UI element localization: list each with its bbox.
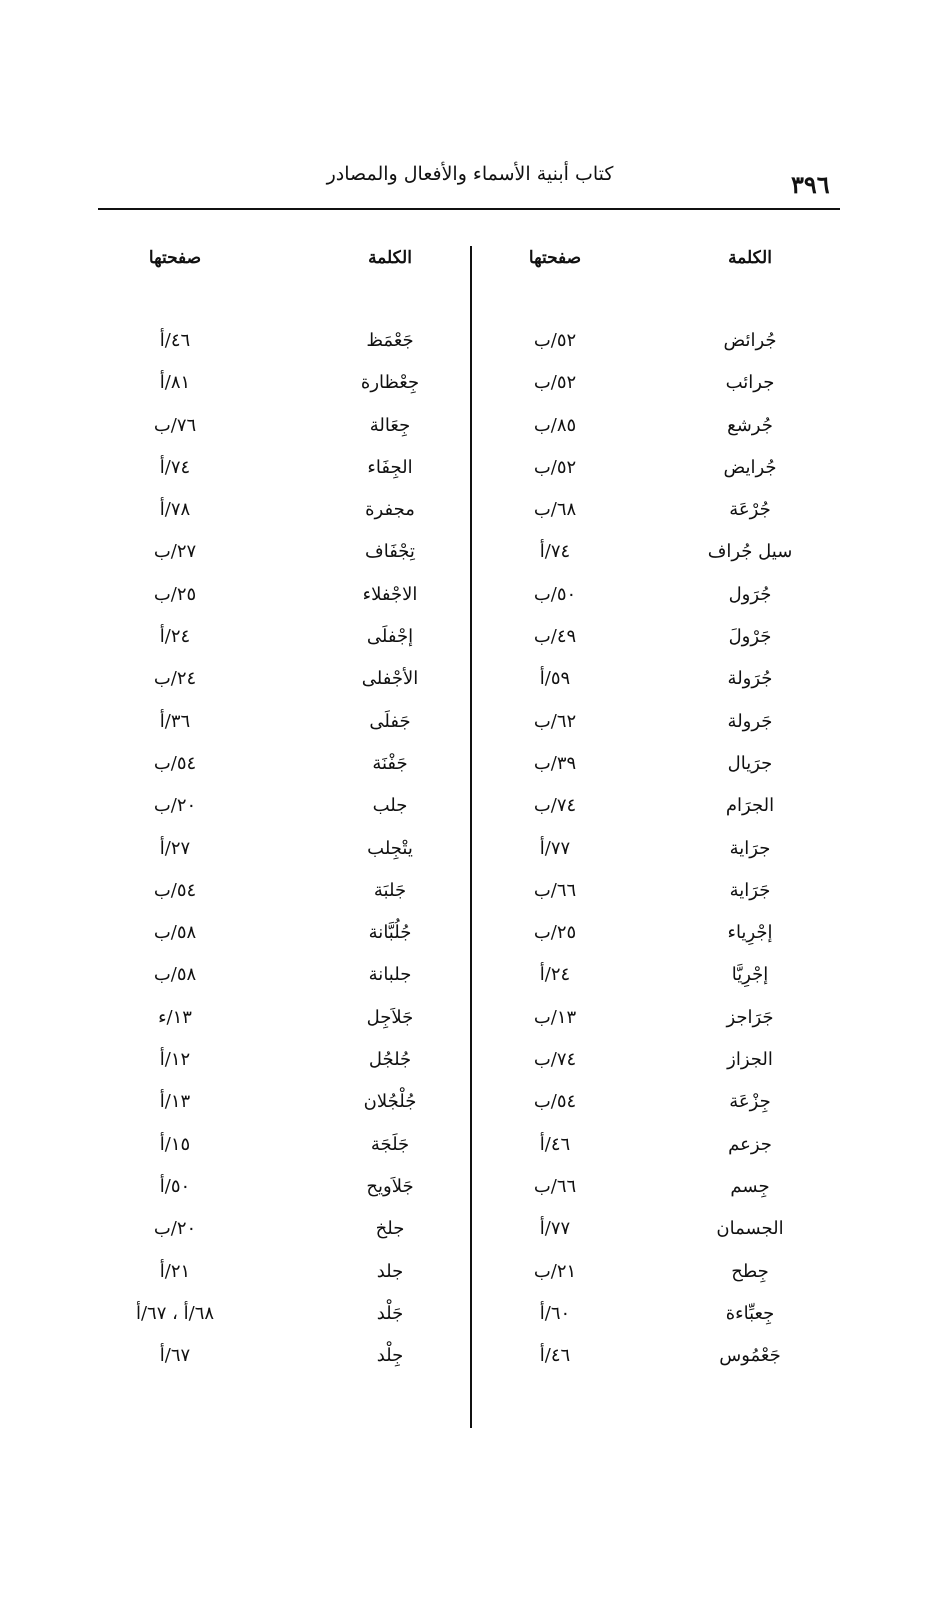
entry-page-ref: ٦٨/ب — [533, 499, 577, 521]
entry-word: جزعم — [728, 1133, 772, 1155]
entry-word: سيل جُراف — [707, 541, 793, 563]
entry-word: جرائب — [725, 372, 775, 394]
entry-page-ref: ٧٤/ب — [533, 1049, 577, 1071]
entry-word: الاجْفلاء — [362, 583, 418, 605]
entry-word: الجِفَاء — [367, 456, 413, 478]
entry-word: جُرْعَة — [729, 499, 771, 521]
entry-word: جِعَالة — [369, 414, 411, 436]
entry-word: جُلجُل — [368, 1049, 412, 1071]
left-word-header: الكلمة — [368, 248, 412, 268]
entry-word: جَلاَويح — [366, 1175, 414, 1197]
entry-page-ref: ٥٠/ب — [533, 583, 577, 605]
entry-word: جَرَاجز — [726, 1006, 774, 1028]
entry-page-ref: ٦٢/ب — [533, 710, 577, 732]
left-page-header: صفحتها — [148, 248, 202, 268]
entry-word: جَلَجَة — [370, 1133, 410, 1155]
entry-page-ref: ٣٩/ب — [533, 752, 577, 774]
entry-page-ref: ٧٤/ب — [533, 795, 577, 817]
running-title: كتاب أبنية الأسماء والأفعال والمصادر — [326, 163, 614, 185]
entry-page-ref: ٥٢/ب — [533, 372, 577, 394]
entry-word: إجْرِيَّا — [731, 964, 769, 986]
entry-page-ref: ٤٩/ب — [533, 626, 577, 648]
entry-word: جُرَول — [728, 583, 772, 605]
entry-word: يتْجِلب — [367, 837, 413, 859]
entry-page-ref: ٦٦/ب — [533, 879, 577, 901]
entry-word: جَفلَى — [369, 710, 411, 732]
entry-word: جِزْعَة — [729, 1091, 771, 1113]
entry-page-ref: ٧٤/أ — [159, 456, 191, 478]
entry-page-ref: ٤٦/أ — [159, 330, 191, 351]
entry-page-ref: ٥٤/ب — [533, 1091, 577, 1113]
entry-page-ref: ٤٦/أ — [539, 1133, 571, 1155]
entry-word: إجْفلَى — [366, 626, 414, 648]
entry-page-ref: ٥٠/أ — [159, 1175, 191, 1197]
page-number: ٣٩٦ — [791, 170, 830, 199]
entry-page-ref: ٣٦/أ — [159, 710, 191, 732]
entry-word: جلخ — [375, 1218, 405, 1240]
entry-word: جَلبَة — [373, 879, 407, 901]
entry-word: جِعبِّاءة — [725, 1302, 775, 1324]
entry-word: الأجْفلى — [361, 668, 419, 690]
entry-page-ref: ٧٨/أ — [159, 499, 191, 521]
entry-word: الجزاز — [727, 1049, 773, 1071]
entry-page-ref: ٥٢/ب — [533, 456, 577, 478]
entry-word: الجسمان — [716, 1218, 784, 1240]
entry-page-ref: ١٣/ب — [533, 1006, 577, 1028]
entry-word: تِجْفَاف — [365, 541, 415, 563]
entry-word: جُلُبَّانة — [368, 922, 412, 944]
entry-word: مجفرة — [365, 499, 415, 521]
entry-word: جُرايض — [723, 456, 777, 478]
entry-word: جِعْظارة — [360, 372, 420, 394]
entry-word: جلب — [372, 795, 408, 817]
entry-word: جُرائض — [723, 330, 777, 351]
entry-page-ref: ٧٦/ب — [153, 414, 197, 436]
entry-page-ref: ٥٨/ب — [153, 964, 197, 986]
entry-word: جِطح — [731, 1260, 769, 1282]
entry-page-ref: ٧٧/أ — [539, 1218, 571, 1240]
entry-word: جرَاية — [729, 837, 771, 859]
entry-word: جَرولة — [727, 710, 773, 732]
entry-page-ref: ٢٠/ب — [153, 1218, 197, 1240]
entry-page-ref: ١٥/أ — [159, 1133, 191, 1155]
left-word-list — [290, 320, 490, 1377]
entry-page-ref: ٦٨/أ ، ٦٧/أ — [135, 1302, 215, 1324]
right-word-list — [650, 320, 850, 1377]
entry-word: جَرْولَ — [728, 626, 772, 648]
entry-word: جَعْمَظ — [366, 330, 414, 351]
entry-page-ref: ٥٩/أ — [539, 668, 571, 690]
entry-word: جرَيال — [727, 752, 773, 774]
entry-page-ref: ٢١/أ — [159, 1260, 191, 1282]
entry-page-ref: ٤٦/أ — [539, 1345, 571, 1367]
entry-word: جُلْجُلان — [363, 1091, 417, 1113]
entry-page-ref: ٨٥/ب — [533, 414, 577, 436]
entry-page-ref: ٥٢/ب — [533, 330, 577, 351]
entry-word: جلد — [376, 1260, 404, 1282]
entry-page-ref: ٢٧/أ — [159, 837, 191, 859]
header-rule — [98, 208, 840, 210]
entry-page-ref: ٨١/أ — [159, 372, 191, 394]
entry-page-ref: ٢٠/ب — [153, 795, 197, 817]
entry-page-ref: ٥٨/ب — [153, 922, 197, 944]
entry-word: جِلْد — [376, 1345, 404, 1367]
entry-word: جِسم — [730, 1175, 770, 1197]
entry-page-ref: ٢٤/أ — [539, 964, 571, 986]
entry-page-ref: ٢٥/ب — [533, 922, 577, 944]
entry-word: جَلاَجِل — [366, 1006, 414, 1028]
entry-word: جُرشع — [727, 414, 773, 436]
entry-page-ref: ٢٧/ب — [153, 541, 197, 563]
right-page-header: صفحتها — [528, 248, 582, 268]
entry-word: إجْرِياء — [727, 922, 773, 944]
left-page-list — [100, 320, 250, 1377]
entry-page-ref: ٦٠/أ — [539, 1302, 571, 1324]
entry-word: الجرَام — [725, 795, 775, 817]
entry-word: جلبانة — [368, 964, 412, 986]
entry-page-ref: ٧٧/أ — [539, 837, 571, 859]
right-page-list — [480, 320, 630, 1377]
entry-page-ref: ٢٤/أ — [159, 626, 191, 648]
entry-page-ref: ٥٤/ب — [153, 879, 197, 901]
entry-page-ref: ٧٤/أ — [539, 541, 571, 563]
right-word-header: الكلمة — [728, 248, 772, 268]
entry-word: جَعْمُوس — [719, 1345, 781, 1367]
entry-page-ref: ١٣/أ — [159, 1091, 191, 1113]
entry-page-ref: ٦٧/أ — [159, 1345, 191, 1367]
entry-word: جُرَولة — [727, 668, 773, 690]
entry-word: جَلْد — [376, 1302, 404, 1324]
entry-word: جَرَاية — [729, 879, 771, 901]
entry-page-ref: ٢٥/ب — [153, 583, 197, 605]
entry-page-ref: ١٣/ء — [158, 1006, 192, 1028]
entry-page-ref: ٥٤/ب — [153, 752, 197, 774]
entry-page-ref: ٦٦/ب — [533, 1175, 577, 1197]
entry-page-ref: ٢١/ب — [533, 1260, 577, 1282]
entry-page-ref: ١٢/أ — [159, 1049, 191, 1071]
entry-word: جَفْنَة — [372, 752, 408, 774]
entry-page-ref: ٢٤/ب — [153, 668, 197, 690]
